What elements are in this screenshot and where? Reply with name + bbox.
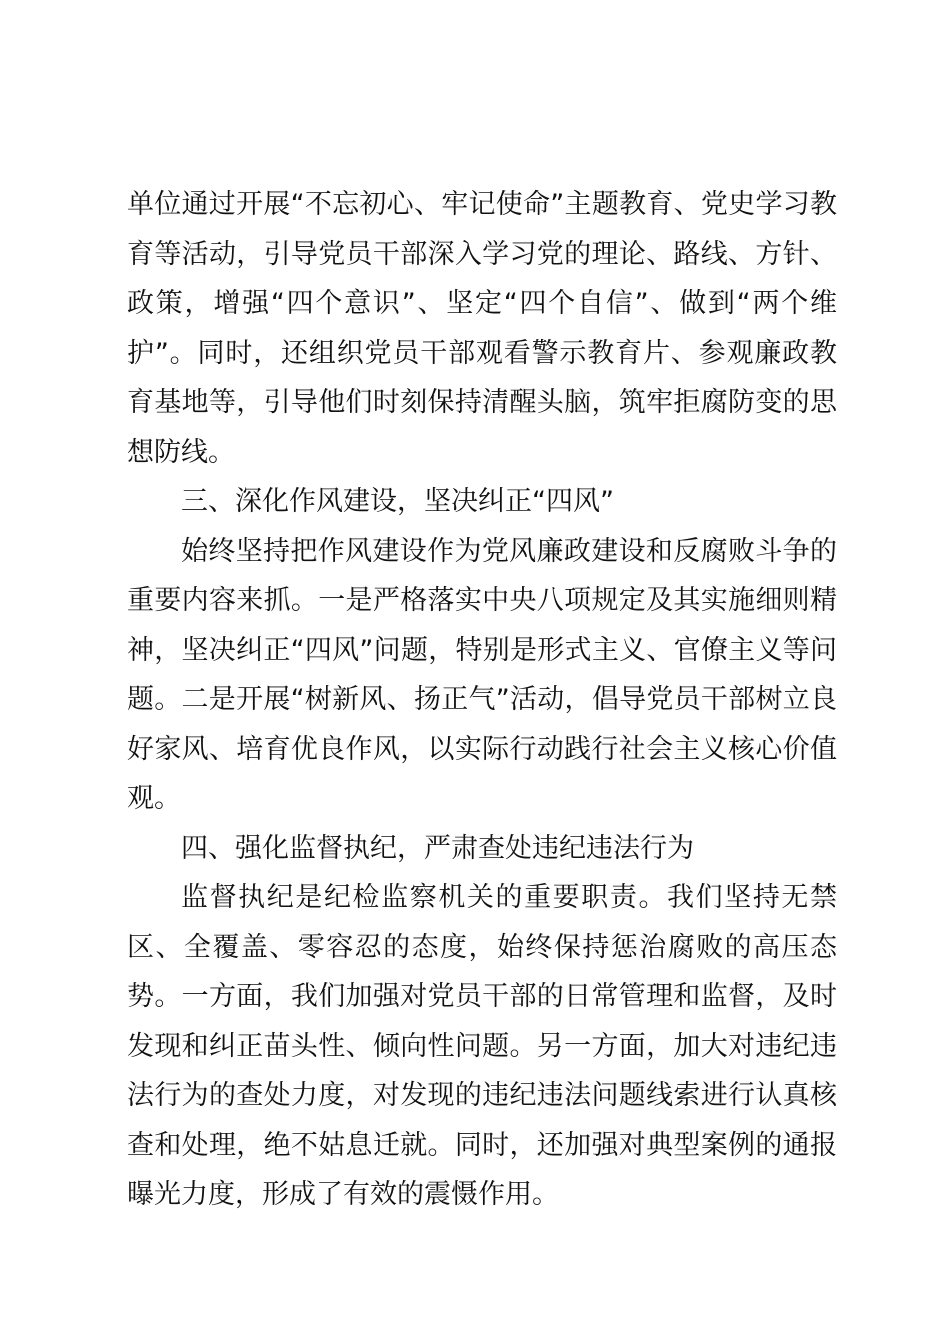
paragraph-continuation: 单位通过开展“不忘初心、牢记使命”主题教育、党史学习教育等活动，引导党员干部深入学习党的理论、路线、方针、政策，增强“四个意识”、坚定“四个自信”、做到“两个维护”。同时，还组织党员干部观看警示教育片、参观廉政教育基地等，引导他们时刻保持清醒头脑，筑牢拒腐防变的思想防线。 [127,189,837,468]
section-heading-3: 三、深化作风建设，坚决纠正“四风” [181,486,614,517]
paragraph-section-4: 监督执纪是纪检监察机关的重要职责。我们坚持无禁区、全覆盖、零容忍的态度，始终保持惩治腐败的高压态势。一方面，我们加强对党员干部的日常管理和监督，及时发现和纠正苗头性、倾向性问题。另一方面，加大对违纪违法行为的查处力度，对发现的违纪违法问题线索进行认真核查和处理，绝不姑息迁就。同时，还加强对典型案例的通报曝光力度，形成了有效的震慑作用。 [127,882,837,1210]
document-body [127,180,837,1220]
section-heading-4: 四、强化监督执纪，严肃查处违纪违法行为 [181,832,694,864]
paragraph-section-3: 始终坚持把作风建设作为党风廉政建设和反腐败斗争的重要内容来抓。一是严格落实中央八项规定及其实施细则精神，坚决纠正“四风”问题，特别是形式主义、官僚主义等问题。二是开展“树新风、扬正气”活动，倡导党员干部树立良好家风、培育优良作风，以实际行动践行社会主义核心价值观。 [127,535,837,814]
